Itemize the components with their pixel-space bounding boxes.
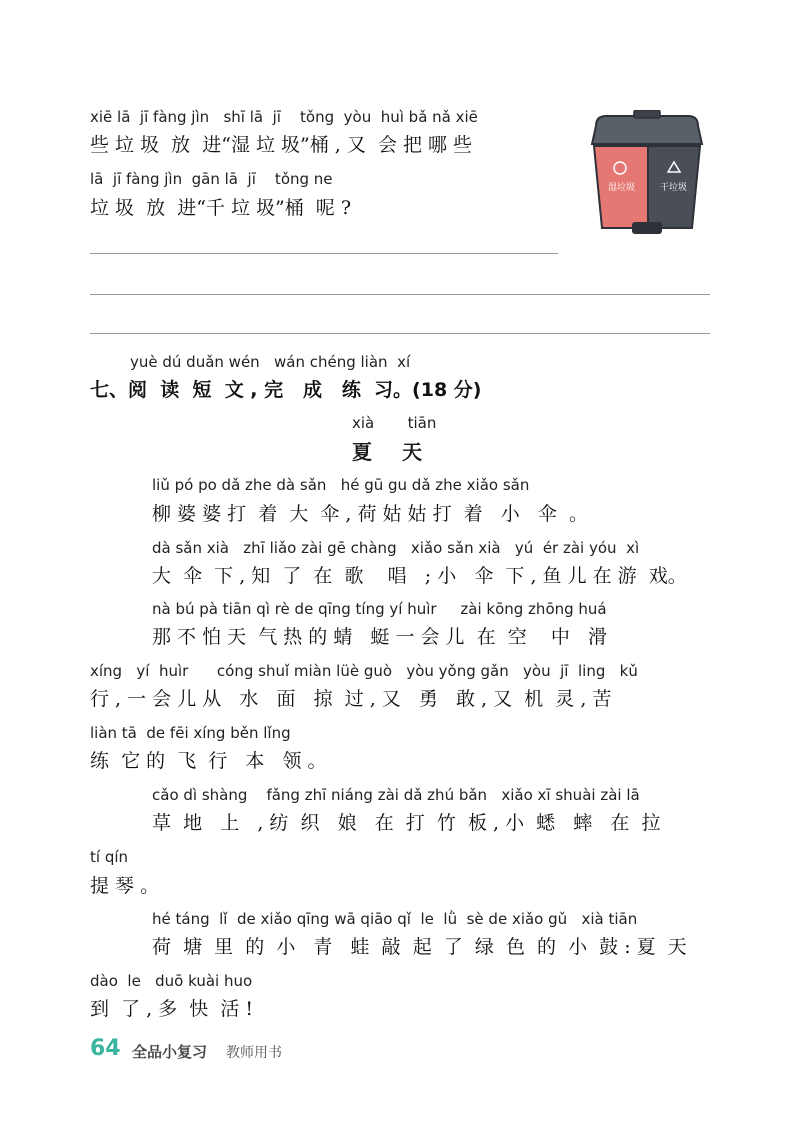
- question-line1-pinyin: xiē lā jī fàng jìn shī lā jī tǒng yòu huì bǎ nǎ xiē: [90, 108, 478, 126]
- poem-line-3-pinyin: nà bú pà tiān qì rè de qīng tíng yí huìr zài kōng zhōng huá: [152, 600, 607, 618]
- poem-line-9-pinyin: dào le duō kuài huo: [90, 972, 253, 990]
- answer-line-3: [90, 333, 710, 334]
- poem-line-9: 到 了 , 多 快 活 !: [90, 998, 254, 1020]
- poem-line-5-pinyin: liàn tā de fēi xíng běn lǐng: [90, 724, 291, 742]
- poem-line-5: 练 它 的 飞 行 本 领 。: [90, 750, 327, 772]
- question-line1-text: 些 垃 圾 放 进“湿 垃 圾”桶 , 又 会 把 哪 些: [90, 134, 473, 156]
- poem-line-4: 行 , 一 会 儿 从 水 面 掠 过 , 又 勇 敢 , 又 机 灵 , 苦: [90, 688, 612, 710]
- poem-line-7-pinyin: tí qín: [90, 848, 129, 866]
- answer-line-1: [90, 253, 558, 254]
- poem-title: 夏天: [352, 440, 452, 464]
- footer-subtitle: 教师用书: [226, 1045, 282, 1061]
- answer-line-2: [90, 294, 710, 295]
- poem-line-8: 荷 塘 里 的 小 青 蛙 敲 起 了 绿 色 的 小 鼓 : 夏 天: [152, 936, 687, 958]
- wet-bin-label: 湿垃圾: [608, 183, 636, 193]
- section-heading-pinyin: yuè dú duǎn wén wán chéng liàn xí: [130, 353, 411, 371]
- poem-line-1-pinyin: liǔ pó po dǎ zhe dà sǎn hé gū gu dǎ zhe xiǎo sǎn: [152, 476, 530, 494]
- trash-bin-illustration: [582, 110, 712, 238]
- poem-line-7: 提 琴 。: [90, 875, 160, 897]
- footer-brand: 全品小复习: [132, 1043, 208, 1061]
- poem-line-4-pinyin: xíng yí huìr cóng shuǐ miàn lüè guò yòu yǒng gǎn yòu jī ling kǔ: [90, 662, 638, 680]
- poem-line-2-pinyin: dà sǎn xià zhī liǎo zài gē chàng xiǎo sǎn xià yú ér zài yóu xì: [152, 539, 640, 557]
- page-number: 64: [90, 1036, 121, 1061]
- poem-line-2: 大 伞 下 , 知 了 在 歌 唱 ; 小 伞 下 , 鱼 儿 在 游 戏。: [152, 565, 687, 587]
- question-line2-pinyin: lā jī fàng jìn gān lā jī tǒng ne: [90, 170, 333, 188]
- poem-line-6-pinyin: cǎo dì shàng fǎng zhī niáng zài dǎ zhú bǎn xiǎo xī shuài zài lā: [152, 786, 640, 804]
- poem-line-6: 草 地 上 , 纺 织 娘 在 打 竹 板 , 小 蟋 蟀 在 拉: [152, 812, 661, 834]
- poem-line-1: 柳 婆 婆 打 着 大 伞 , 荷 姑 姑 打 着 小 伞 。: [152, 503, 588, 525]
- poem-line-3: 那 不 怕 天 气 热 的 蜻 蜓 一 会 儿 在 空 中 滑: [152, 626, 607, 648]
- poem-line-8-pinyin: hé táng lǐ de xiǎo qīng wā qiāo qǐ le lǜ sè de xiǎo gǔ xià tiān: [152, 910, 638, 928]
- dry-bin-label: 干垃圾: [660, 183, 688, 193]
- section-heading: 七、阅 读 短 文 , 完 成 练 习。(18 分): [90, 379, 482, 401]
- question-line2-text: 垃 圾 放 进“千 垃 圾”桶 呢 ?: [90, 197, 352, 219]
- poem-title-pinyin: xià tiān: [352, 414, 437, 432]
